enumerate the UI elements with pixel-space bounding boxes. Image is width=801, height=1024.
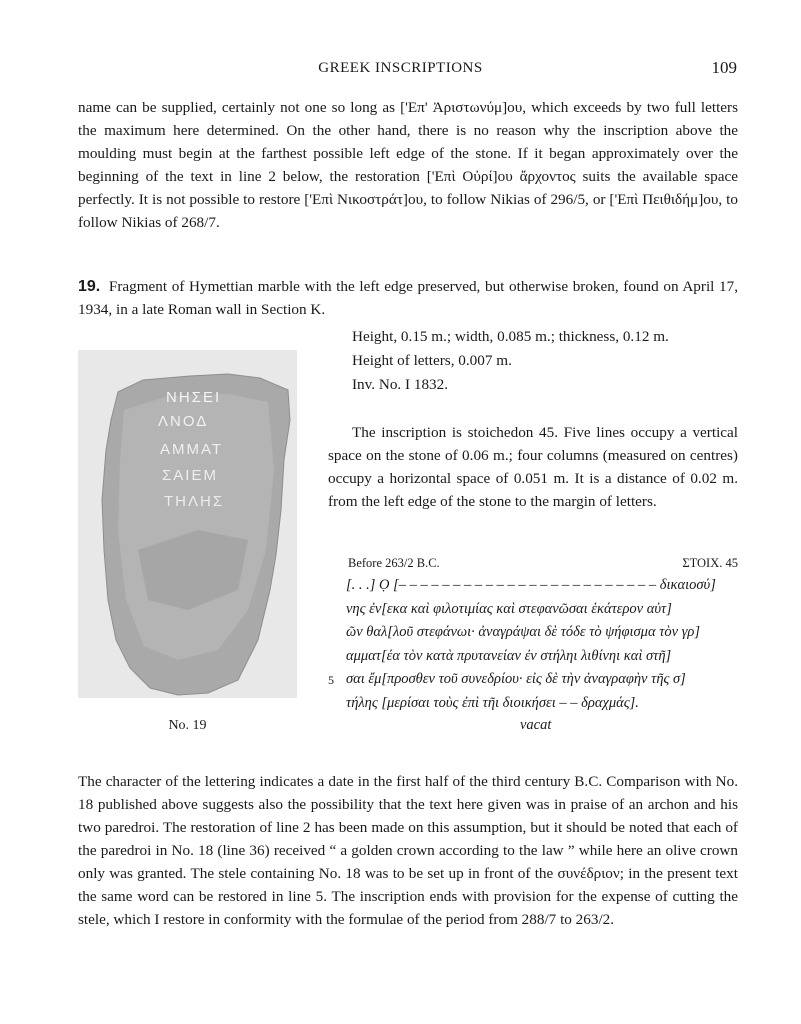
inscription-line-text: ῶν θαλ[λοῦ στεφάνωι· ἀναγράψαι δὲ τόδε τὸ ψήφισμα τὸν γρ] [346,624,701,641]
inscription-line [346,648,738,672]
photo-letters-row-3: ΑΜΜΑΤ [160,441,224,458]
photo-letters-row-2: ΛΝΟΔ [158,413,209,430]
inscription-line-text: αμματ[έα τὸν κατὰ πρυτανείαν ἐν στήληι λιθίνηι καὶ στῆ] [346,647,672,664]
photo-caption: No. 19 [168,718,207,733]
inscription-line [346,624,738,648]
inscription-line [328,671,738,695]
inscription-line [346,601,738,625]
entry-number: 19. [78,278,101,295]
photo-letters-row-4: ΣΑΙΕΜ [162,467,218,484]
stoichedon-note [328,421,738,513]
entry-heading [78,275,738,321]
inventory-number: Inv. No. I 1832. [352,376,449,393]
photo-letters-row-5: ΤΗΛΗΣ [164,493,225,510]
measurement-dimensions: Height, 0.15 m.; width, 0.085 m.; thickness, 0.12 m. [352,328,669,345]
inscription-text [328,577,738,719]
inscription-line-text: σαι ἔμ[προσθεν τοῦ συνεδρίου· εἰς δὲ τὴν ἀναγραφὴν τῆς σ] [346,671,686,688]
entry-description: Fragment of Hymettian marble with the left edge preserved, but otherwise broken, found on April 17, 1934, in a late Roman wall in Section K. [78,278,739,318]
page-number: 109 [711,58,737,77]
stoichedon-note-text: The inscription is stoichedon 45. Five lines occupy a vertical space on the stone of 0.06 m.; four columns (measured on centres) occupy a horizontal space of 0.051 m. It is a distance of 0.02 m. from the left edge of the stone to the margin of letters. [328,424,738,510]
inscription-photo [78,350,297,698]
line-number: 5 [328,673,334,688]
photo-letters-row-1: ΝΗΣΕΙ [166,389,222,406]
inscription-line-text: τήλης [μερίσαι τοὺς ἐπὶ τῆι διοικήσει – – δραχμάς]. [346,694,639,711]
stone-fragment-image [78,350,297,698]
inscription-stoich: ΣΤΟΙΧ. 45 [682,556,738,570]
vacat-label: vacat [520,717,552,733]
inscription-date: Before 263/2 B.C. [348,556,440,570]
commentary-paragraph: The character of the lettering indicates a date in the first half of the third century B.C. Comparison with No. 18 published above suggests also the possibility that the text here given was in praise of an archon and his two paredroi. The restoration of line 2 has been made on this assumption, but it should be noted that each of the paredroi in No. 18 (line 36) received “ a golden crown according to the law ” while here an olive crown only was granted. The stele containing No. 18 was to be set up in front of the συνέδριον; in the present text the same word can be restored in line 5. The inscription ends with provision for the expense of cutting the stele, which I restore in conformity with the formulae of the period from 288/7 to 263/2. [78,773,738,928]
inscription-line-text: [. . .] Ọ [– – – – – – – – – – – – – – – – – – – – – – – – δικαιοσύ] [346,577,716,593]
inscription-line-text: νης ἐν[εκα καὶ φιλοτιμίας καὶ στεφανῶσαι ἑκάτερον αὐτ] [346,600,672,617]
inscription-line [346,577,738,601]
running-header-title: GREEK INSCRIPTIONS [318,60,483,76]
measurement-letter-height: Height of letters, 0.007 m. [352,352,512,369]
intro-paragraph: name can be supplied, certainly not one so long as ['Επ' Ἀριστωνύμ]ου, which exceeds by two full letters the maximum here determined. On the other hand, there is no reason why the inscription above the moulding must begin at the farthest possible left edge of the stone. If it began approximately over the beginning of the text in line 2 below, the restoration ['Επὶ Οὐρί]ου ἄρχοντος suits the available space perfectly. It is not possible to restore ['Επὶ Νικοστράτ]ου, to follow Nikias of 296/5, or ['Επὶ Πειθιδήμ]ου, to follow Nikias of 268/7. [78,99,738,231]
inscription-line [346,695,738,719]
